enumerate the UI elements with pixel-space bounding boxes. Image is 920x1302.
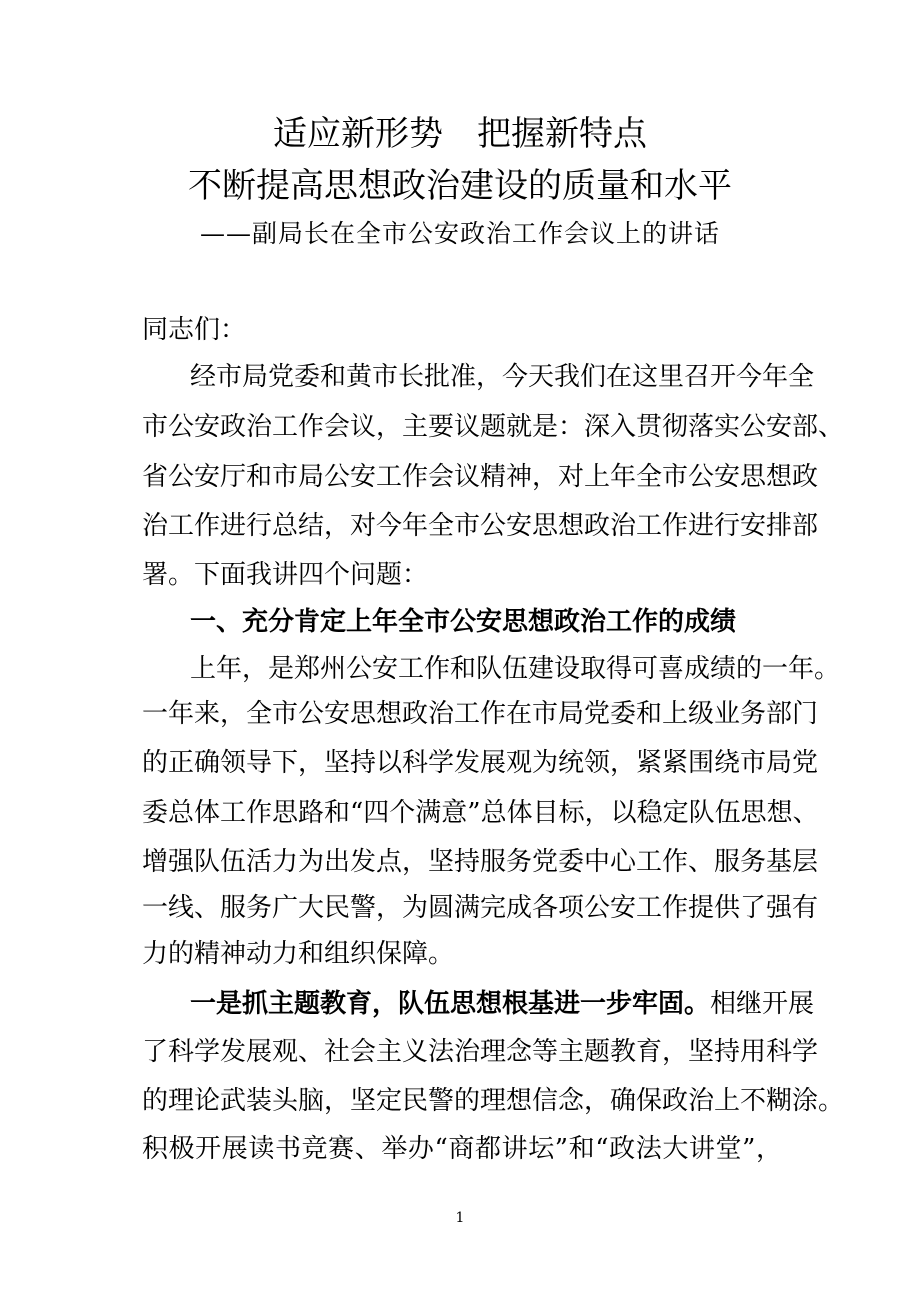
paragraph-line: 市公安政治工作会议，主要议题就是：深入贯彻落实公安部、 xyxy=(142,412,845,442)
paragraph-line: 经市局党委和黄市长批准，今天我们在这里召开今年全 xyxy=(190,362,815,392)
paragraph-line: 治工作进行总结，对今年全市公安思想政治工作进行安排部 xyxy=(142,511,819,541)
bold-lead-text: 一是抓主题教育，队伍思想根基进一步牢固。 xyxy=(190,989,711,1019)
title-line-2: 不断提高思想政治建设的质量和水平 xyxy=(188,166,732,206)
paragraph-line: 的理论武装头脑，坚定民警的理想信念，确保政治上不糊涂。 xyxy=(142,1086,845,1116)
paragraph-line: 力的精神动力和组织保障。 xyxy=(142,939,455,969)
paragraph-line: 一线、服务广大民警，为圆满完成各项公安工作提供了强有 xyxy=(142,893,819,923)
title-line-1: 适应新形势 把握新特点 xyxy=(273,114,647,154)
page-number: 1 xyxy=(455,1210,465,1226)
paragraph-line: 增强队伍活力为出发点，坚持服务党委中心工作、服务基层 xyxy=(142,847,819,877)
paragraph-line: 了科学发展观、社会主义法治理念等主题教育，坚持用科学 xyxy=(142,1037,819,1067)
paragraph-line: 委总体工作思路和“四个满意”总体目标，以稳定队伍思想、 xyxy=(142,798,819,828)
paragraph-line: 省公安厅和市局公安工作会议精神，对上年全市公安思想政 xyxy=(142,462,819,492)
paragraph-line-bold-lead xyxy=(190,984,815,1024)
paragraph-line: 积极开展读书竞赛、举办“商都讲坛”和“政法大讲堂”， xyxy=(142,1134,782,1164)
paragraph-line: 的正确领导下，坚持以科学发展观为统领，紧紧围绕市局党 xyxy=(142,748,819,778)
subtitle: ——副局长在全市公安政治工作会议上的讲话 xyxy=(199,219,720,248)
paragraph-line: 署。下面我讲四个问题： xyxy=(142,560,429,590)
paragraph-line: 一年来，全市公安思想政治工作在市局党委和上级业务部门 xyxy=(142,699,819,729)
lead-continuation: 相继开展 xyxy=(710,989,815,1019)
salutation: 同志们： xyxy=(142,315,247,345)
paragraph-line: 上年，是郑州公安工作和队伍建设取得可喜成绩的一年。 xyxy=(190,654,841,684)
section-heading: 一、充分肯定上年全市公安思想政治工作的成绩 xyxy=(190,607,737,637)
